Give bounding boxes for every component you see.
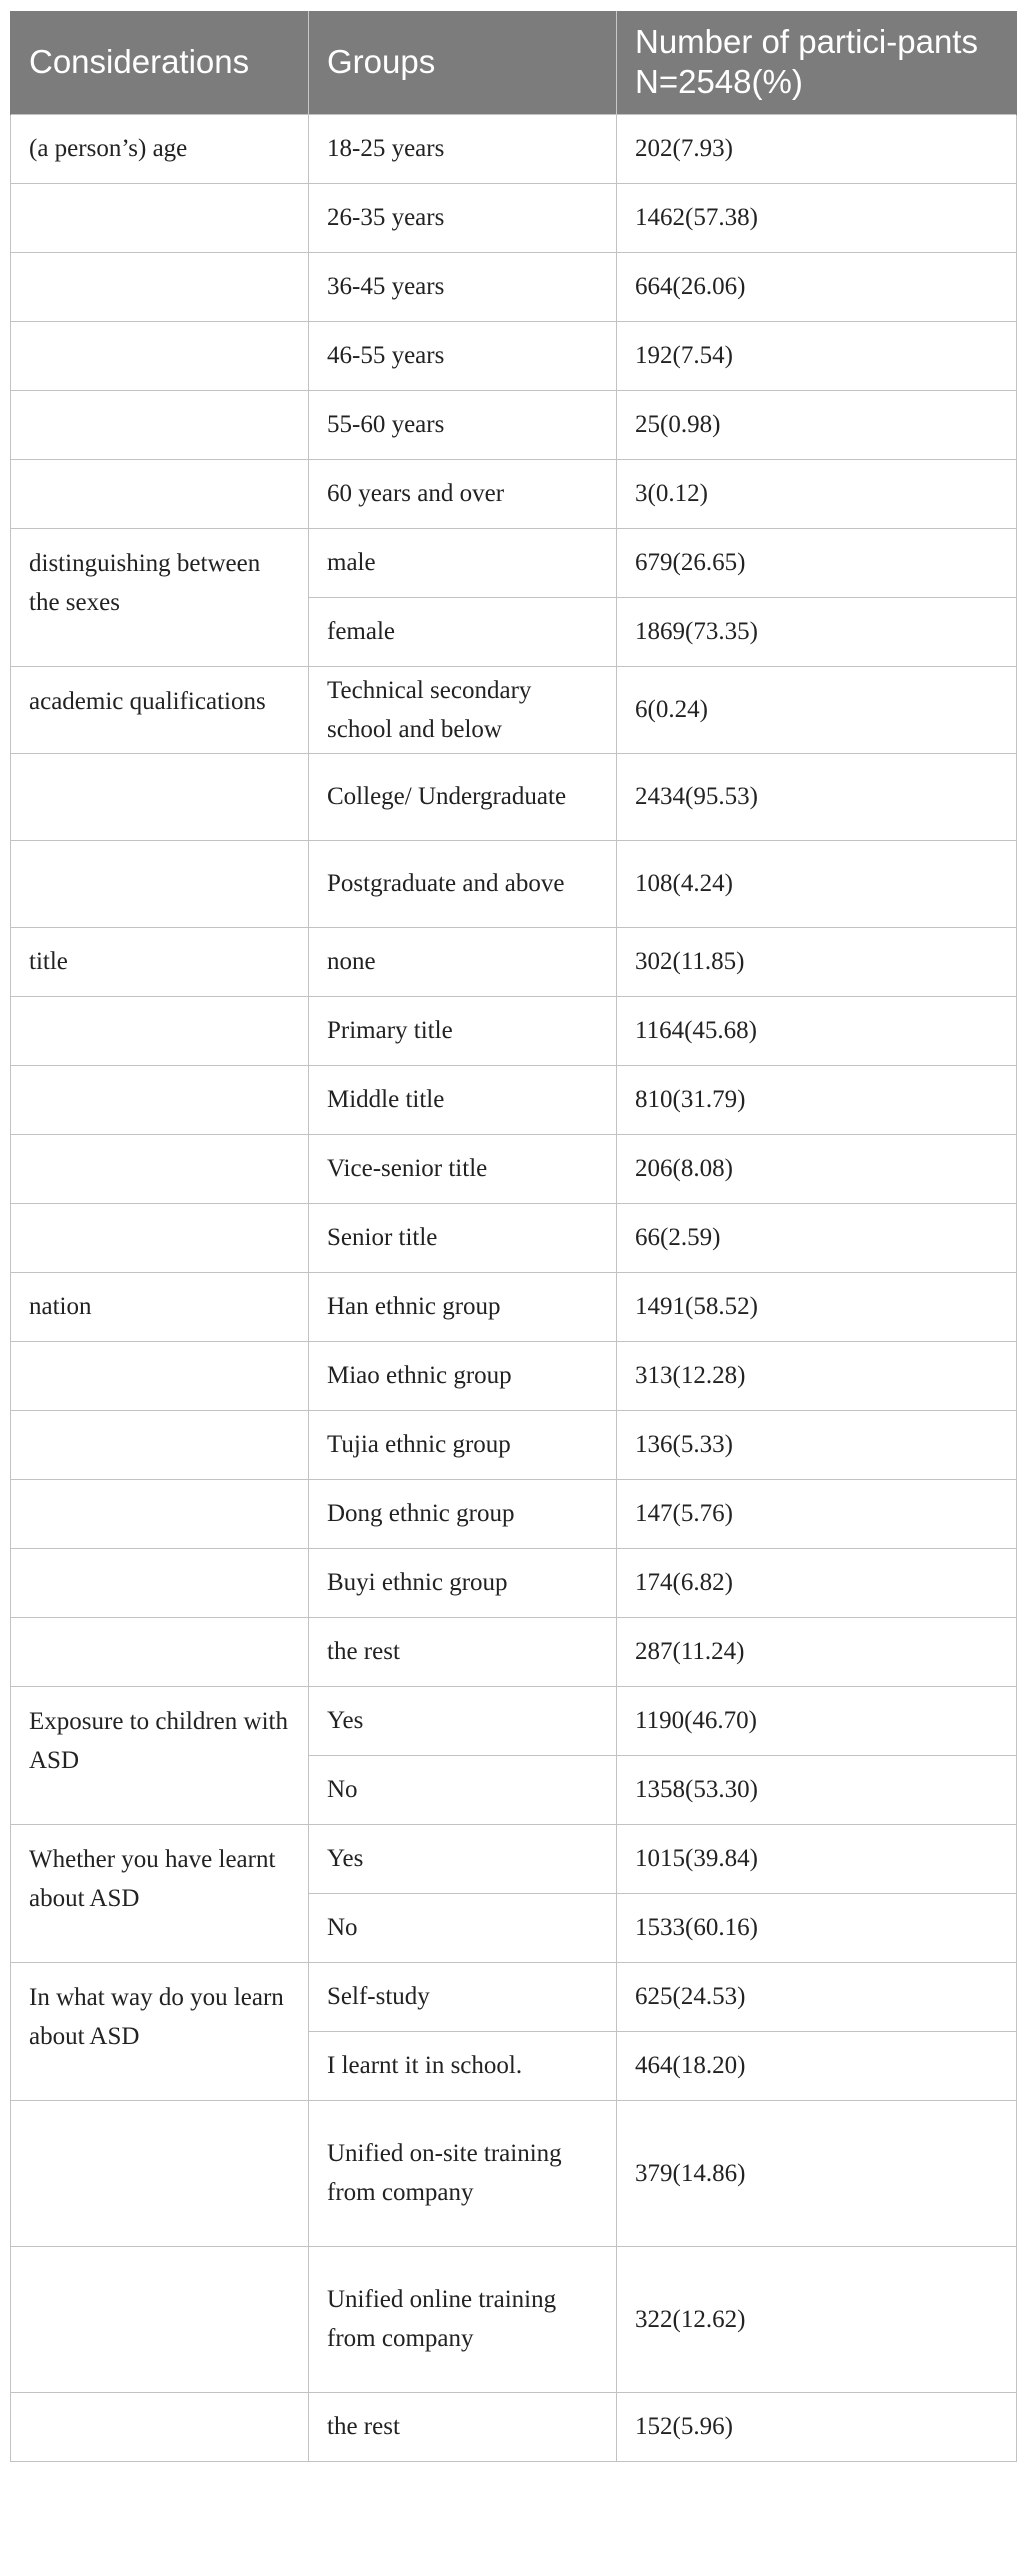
group-cell: Miao ethnic group: [309, 1341, 617, 1410]
table-row: [11, 996, 1017, 1065]
value-cell: 1533(60.16): [617, 1893, 1017, 1962]
table-row: [11, 1134, 1017, 1203]
group-cell: male: [309, 528, 617, 597]
value-cell: 625(24.53): [617, 1962, 1017, 2031]
value-cell: 108(4.24): [617, 840, 1017, 927]
participants-table: [10, 11, 1017, 2462]
table-row: [11, 321, 1017, 390]
value-cell: 1015(39.84): [617, 1824, 1017, 1893]
table-row: [11, 528, 1017, 597]
group-cell: Han ethnic group: [309, 1272, 617, 1341]
table-row: [11, 840, 1017, 927]
consideration-cell: [11, 252, 309, 321]
group-cell: Tujia ethnic group: [309, 1410, 617, 1479]
group-cell: College/ Undergraduate: [309, 753, 617, 840]
group-cell: Unified on-site training from company: [309, 2100, 617, 2246]
table-row: [11, 459, 1017, 528]
consideration-cell: Whether you have learnt about ASD: [11, 1824, 309, 1962]
table-row: [11, 1272, 1017, 1341]
consideration-cell: [11, 459, 309, 528]
table-row: [11, 1203, 1017, 1272]
group-cell: the rest: [309, 2392, 617, 2461]
value-cell: 147(5.76): [617, 1479, 1017, 1548]
group-cell: 26-35 years: [309, 183, 617, 252]
consideration-cell: title: [11, 927, 309, 996]
header-groups: Groups: [309, 11, 617, 114]
consideration-cell: Exposure to children with ASD: [11, 1686, 309, 1824]
consideration-cell: academic qualifications: [11, 666, 309, 753]
table-row: [11, 753, 1017, 840]
value-cell: 136(5.33): [617, 1410, 1017, 1479]
value-cell: 2434(95.53): [617, 753, 1017, 840]
group-cell: Middle title: [309, 1065, 617, 1134]
group-cell: 18-25 years: [309, 114, 617, 183]
group-cell: 36-45 years: [309, 252, 617, 321]
consideration-cell: [11, 1479, 309, 1548]
table-row: [11, 1479, 1017, 1548]
value-cell: 1491(58.52): [617, 1272, 1017, 1341]
group-cell: I learnt it in school.: [309, 2031, 617, 2100]
group-cell: the rest: [309, 1617, 617, 1686]
value-cell: 1190(46.70): [617, 1686, 1017, 1755]
group-cell: Senior title: [309, 1203, 617, 1272]
consideration-cell: [11, 2100, 309, 2246]
value-cell: 206(8.08): [617, 1134, 1017, 1203]
value-cell: 313(12.28): [617, 1341, 1017, 1410]
header-participants: Number of partici-pants N=2548(%): [617, 11, 1017, 114]
value-cell: 287(11.24): [617, 1617, 1017, 1686]
consideration-cell: [11, 1065, 309, 1134]
group-cell: No: [309, 1755, 617, 1824]
group-cell: Buyi ethnic group: [309, 1548, 617, 1617]
group-cell: Dong ethnic group: [309, 1479, 617, 1548]
group-cell: No: [309, 1893, 617, 1962]
value-cell: 25(0.98): [617, 390, 1017, 459]
value-cell: 464(18.20): [617, 2031, 1017, 2100]
consideration-cell: [11, 1617, 309, 1686]
value-cell: 66(2.59): [617, 1203, 1017, 1272]
table-row: [11, 1962, 1017, 2031]
table-row: [11, 1410, 1017, 1479]
consideration-cell: distinguishing between the sexes: [11, 528, 309, 666]
table-row: [11, 927, 1017, 996]
table-row: [11, 1341, 1017, 1410]
consideration-cell: [11, 1410, 309, 1479]
value-cell: 174(6.82): [617, 1548, 1017, 1617]
table-row: [11, 1548, 1017, 1617]
table-row: [11, 252, 1017, 321]
header-row: [11, 11, 1017, 114]
table-row: [11, 1617, 1017, 1686]
group-cell: Yes: [309, 1686, 617, 1755]
consideration-cell: [11, 753, 309, 840]
table-row: [11, 390, 1017, 459]
consideration-cell: [11, 1548, 309, 1617]
group-cell: Primary title: [309, 996, 617, 1065]
consideration-cell: In what way do you learn about ASD: [11, 1962, 309, 2100]
value-cell: 6(0.24): [617, 666, 1017, 753]
consideration-cell: nation: [11, 1272, 309, 1341]
consideration-cell: [11, 183, 309, 252]
group-cell: Vice-senior title: [309, 1134, 617, 1203]
consideration-cell: [11, 996, 309, 1065]
value-cell: 1164(45.68): [617, 996, 1017, 1065]
value-cell: 3(0.12): [617, 459, 1017, 528]
table-row: [11, 2392, 1017, 2461]
group-cell: Postgraduate and above: [309, 840, 617, 927]
group-cell: Technical secondary school and below: [309, 666, 617, 753]
consideration-cell: [11, 1203, 309, 1272]
consideration-cell: [11, 1341, 309, 1410]
table-row: [11, 1065, 1017, 1134]
consideration-cell: [11, 2392, 309, 2461]
value-cell: 302(11.85): [617, 927, 1017, 996]
group-cell: Unified online training from company: [309, 2246, 617, 2392]
value-cell: 379(14.86): [617, 2100, 1017, 2246]
consideration-cell: [11, 390, 309, 459]
value-cell: 664(26.06): [617, 252, 1017, 321]
group-cell: 46-55 years: [309, 321, 617, 390]
table-row: [11, 114, 1017, 183]
value-cell: 679(26.65): [617, 528, 1017, 597]
value-cell: 192(7.54): [617, 321, 1017, 390]
header-considerations: Considerations: [11, 11, 309, 114]
table-row: [11, 183, 1017, 252]
table-row: [11, 666, 1017, 753]
group-cell: Self-study: [309, 1962, 617, 2031]
value-cell: 1869(73.35): [617, 597, 1017, 666]
consideration-cell: [11, 840, 309, 927]
consideration-cell: [11, 1134, 309, 1203]
table-row: [11, 2246, 1017, 2392]
value-cell: 1358(53.30): [617, 1755, 1017, 1824]
consideration-cell: [11, 321, 309, 390]
group-cell: Yes: [309, 1824, 617, 1893]
group-cell: 60 years and over: [309, 459, 617, 528]
value-cell: 1462(57.38): [617, 183, 1017, 252]
table-row: [11, 1686, 1017, 1755]
group-cell: 55-60 years: [309, 390, 617, 459]
group-cell: female: [309, 597, 617, 666]
table-row: [11, 2100, 1017, 2246]
value-cell: 322(12.62): [617, 2246, 1017, 2392]
group-cell: none: [309, 927, 617, 996]
consideration-cell: (a person’s) age: [11, 114, 309, 183]
consideration-cell: [11, 2246, 309, 2392]
table-row: [11, 1824, 1017, 1893]
value-cell: 810(31.79): [617, 1065, 1017, 1134]
value-cell: 152(5.96): [617, 2392, 1017, 2461]
value-cell: 202(7.93): [617, 114, 1017, 183]
